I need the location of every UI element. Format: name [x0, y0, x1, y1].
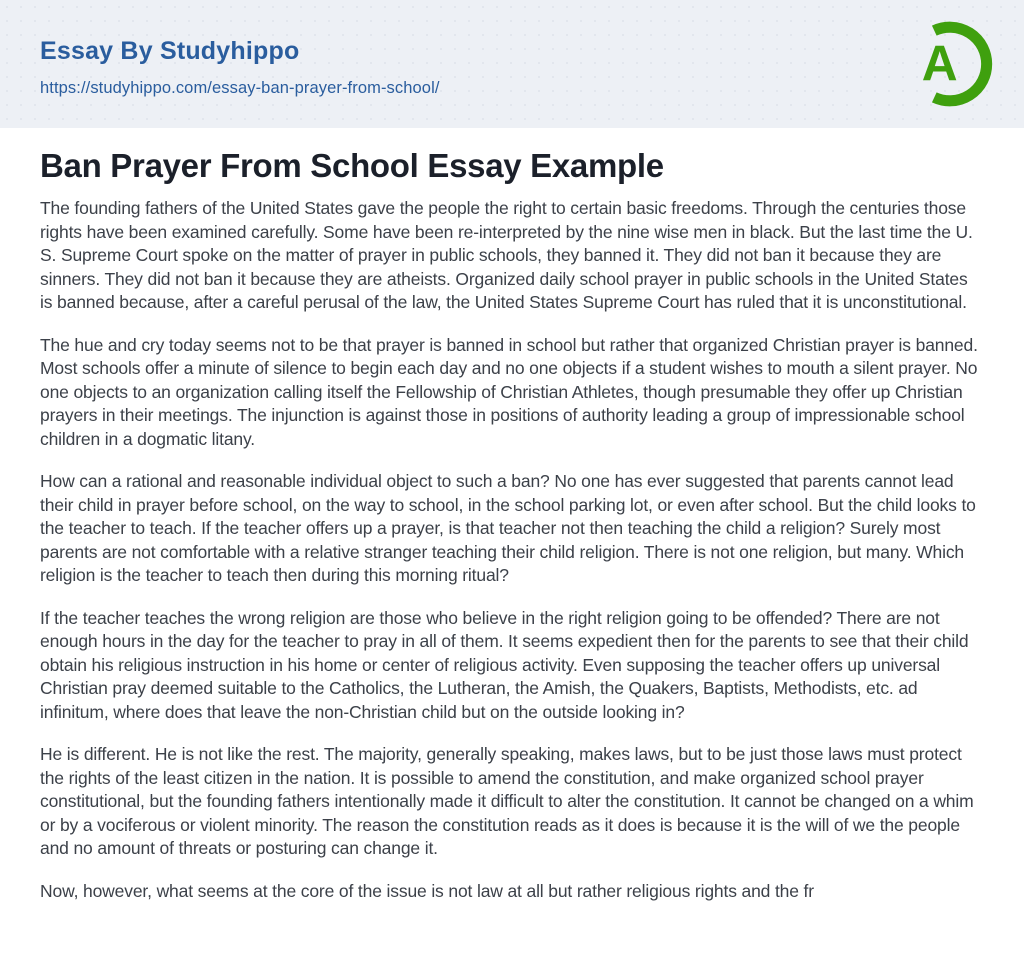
- site-title: Essay By Studyhippo: [40, 36, 300, 65]
- essay-paragraph: He is different. He is not like the rest. The majority, generally speaking, makes laws, but to be just those laws must protect the rights of the least citizen in the nation. It is possible to amend the constitution, and make organized school prayer constitutional, but the founding fathers intentionally made it difficult to alter the constitution. It cannot be changed on a whim or by a vociferous or violent minority. The reason the constitution reads as it does is because it is the will of we the people and no amount of threats or posturing can change it.: [40, 744, 974, 858]
- essay-paragraph: How can a rational and reasonable individual object to such a ban? No one has ever suggested that parents cannot lead their child in prayer before school, on the way to school, in the school parking lot, or even after school. But the child looks to the teacher to teach. If the teacher offers up a prayer, is that teacher not then teaching the child a religion? Surely most parents are not comfortable with a relative stranger teaching their child religion. There is not one religion, but many. Which religion is the teacher to teach then during this morning ritual?: [40, 471, 976, 585]
- studyhippo-logo-icon: [902, 18, 994, 110]
- page-header: [0, 0, 1024, 128]
- header-text-block: [40, 31, 440, 98]
- essay-paragraph: The founding fathers of the United States gave the people the right to certain basic freedoms. Through the centuries those rights have been examined carefully. Some have been re-interpreted by the nine wise men in black. But the last time the U. S. Supreme Court spoke on the matter of prayer in public schools, they banned it. They did not ban it because they are sinners. They did not ban it because they are atheists. Organized daily school prayer in public schools in the United States is banned because, after a careful perusal of the law, the United States Supreme Court has ruled that it is unconstitutional.: [40, 198, 973, 312]
- essay-paragraph: Now, however, what seems at the core of the issue is not law at all but rather religious rights and the fr: [40, 880, 814, 901]
- essay-paragraph: If the teacher teaches the wrong religion are those who believe in the right religion going to be offended? There are not enough hours in the day for the teacher to pray in all of them. It seems expedient then for the parents to see that their child obtain his religious instruction in his home or center of religious activity. Even supposing the teacher offers up universal Christian pray deemed suitable to the Catholics, the Lutheran, the Amish, the Quakers, Baptists, Methodists, etc. ad infinitum, where does that leave the non-Christian child but on the outside looking in?: [40, 607, 969, 722]
- essay-paragraph: The hue and cry today seems not to be that prayer is banned in school but rather that organized Christian prayer is banned. Most schools offer a minute of silence to begin each day and no one objects if a student wishes to mouth a silent prayer. No one objects to an organization calling itself the Fellowship of Christian Athletes, though presumable they offer up Christian prayers in their meetings. The injunction is against those in positions of authority leading a group of impressionable school children in a dogmatic litany.: [40, 334, 978, 449]
- essay-url-link[interactable]: https://studyhippo.com/essay-ban-prayer-from-school/: [40, 78, 440, 97]
- essay-content: [0, 128, 1024, 903]
- logo-letter: A: [921, 35, 958, 92]
- page-title: Ban Prayer From School Essay Example: [40, 147, 664, 184]
